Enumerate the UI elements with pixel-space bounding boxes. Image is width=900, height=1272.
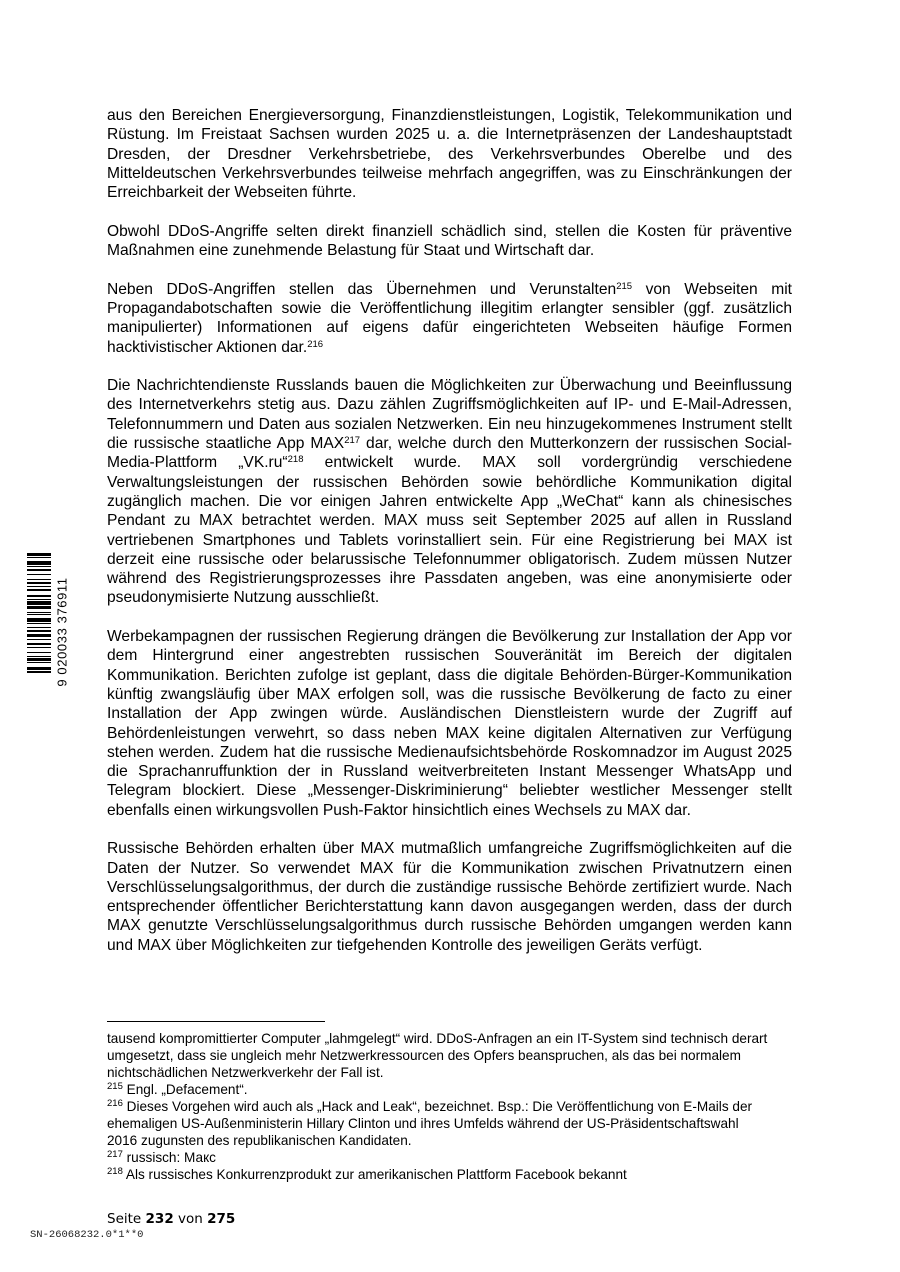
footnote-text: Dieses Vorgehen wird auch als „Hack and Leak“, bezeichnet. Bsp.: Die Veröffentlichung von E-Mails der ehemaligen US-Außenministerin Hillary Clinton und ihres Umfelds während der US-Präsidentschaftswahl 2016 zugunsten des republikanischen Kandidaten.: [107, 1099, 753, 1148]
barcode-bar: [27, 630, 51, 633]
barcode-bar: [27, 566, 51, 567]
barcode-bar: [27, 569, 51, 572]
barcode: [27, 553, 71, 711]
document-code: SN-26068232.0*1**0: [30, 1229, 144, 1241]
footnote-ref: 216: [307, 338, 324, 350]
barcode-bar: [27, 618, 51, 622]
footnote-number: 218: [107, 1166, 123, 1177]
barcode-bar: [27, 614, 51, 615]
barcode-bar: [27, 589, 51, 590]
paragraph: Neben DDoS-Angriffen stellen das Übernehmen und Verunstalten$^{215}$ von Webseiten mit Propagandabotschaften sowie die Veröffentlichung illegitim erlangter sensibler (ggf. zusätzlich manipulierter) Informationen auf eigens dafür eingerichteten Webseiten häufige Formen hacktivistischer Aktionen dar.$^{216}$: [107, 280, 792, 356]
barcode-bar: [27, 643, 51, 646]
paragraph: aus den Bereichen Energieversorgung, Finanzdienstleistungen, Logistik, Telekommunikation und Rüstung. Im Freistaat Sachsen wurden 2025 u. a. die Internetpräsenzen der Landeshauptstadt Dresden, der Dresdner Verkehrsbetriebe, des Verkehrsverbundes Oberelbe und des Mitteldeutschen Verkehrsverbundes teilweise mehrfach angegriffen, was zu Einschränkungen der Erreichbarkeit der Webseiten führte.: [107, 107, 792, 202]
footnote: [107, 1081, 772, 1098]
main-text: [107, 106, 792, 974]
footnote: [107, 1030, 772, 1081]
barcode-bar: [27, 612, 51, 613]
page-label: Seite: [107, 1211, 142, 1227]
barcode-bar: [27, 639, 51, 640]
footnote-text: Als russisches Konkurrenzprodukt zur amerikanischen Plattform Facebook bekannt: [122, 1167, 627, 1182]
paragraph: Russische Behörden erhalten über MAX mutmaßlich umfangreiche Zugriffsmöglichkeiten auf die Daten der Nutzer. So verwendet MAX für die Kommunikation zwischen Privatnutzern einen Verschlüsselungsalgorithmus, der durch die zuständige russische Behörde zertifiziert wurde. Nach entsprechender öffentlicher Berichterstattung kann davon ausgegangen werden, dass der durch MAX genutzte Verschlüsselungsalgorithmus durch russische Behörden umgangen werden kann und MAX über Möglichkeiten zur tiefgehenden Kontrolle des jeweiligen Geräts verfügt.: [107, 840, 792, 954]
barcode-bar: [27, 662, 51, 663]
barcode-bar: [27, 667, 51, 670]
footnote-text: russisch: Макс: [122, 1150, 216, 1165]
footnote: [107, 1166, 772, 1183]
barcode-number-wrap: [54, 553, 70, 711]
footnote-number: 216: [107, 1098, 123, 1109]
page-of: von: [178, 1211, 203, 1227]
barcode-bar: [27, 553, 51, 556]
paragraph: Werbekampagnen der russischen Regierung drängen die Bevölkerung zur Installation der App vor dem Hintergrund einer angestrebten russischen Souveränität im Bereich der digitalen Kommunikation. Berichten zufolge ist geplant, dass die digitale Behörden-Bürger-Kommunikation künftig zwangsläufig über MAX erfolgen soll, was die russische Bevölkerung de facto zu einer Installation der App zwingen würde. Ausländischen Dienstleistern wurde der Zugriff auf Behördenleistungen verwehrt, so dass neben MAX keine digitalen Alternativen zur Verfügung stehen werden. Zudem hat die russische Medienaufsichtsbehörde Roskomnadzor im August 2025 die Sprachanruffunktion der in Russland weitverbreiteten Instant Messenger WhatsApp und Telegram blockiert. Diese „Messenger-Diskriminierung“ beliebter westlicher Messenger stellt ebenfalls einen wirkungsvollen Push-Faktor hinsichtlich eines Wechsels zu MAX dar.: [107, 628, 792, 819]
barcode-bar: [27, 574, 51, 575]
footnote-text: Engl. „Defacement“.: [122, 1082, 248, 1097]
footnote-ref: 217: [344, 435, 361, 447]
barcode-bar: [27, 656, 51, 657]
paragraph: Obwohl DDoS-Angriffe selten direkt finanziell schädlich sind, stellen die Kosten für präventive Maßnahmen eine zunehmende Belastung für Staat und Wirtschaft dar.: [107, 222, 792, 260]
barcode-bar: [27, 606, 51, 609]
barcode-bar: [27, 561, 51, 565]
footnote-separator: [107, 1021, 325, 1022]
page-total: 275: [207, 1211, 236, 1227]
footnote-ref: 215: [616, 280, 633, 292]
barcode-bar: [27, 671, 51, 672]
footnote: [107, 1098, 772, 1149]
footnote-ref: 218: [287, 454, 304, 466]
barcode-bar: [27, 595, 51, 598]
barcode-bar: [27, 582, 51, 585]
barcode-bar: [27, 658, 51, 661]
barcode-number: 9 020033 376911: [54, 577, 70, 687]
barcode-bar: [27, 647, 51, 648]
page-number: [107, 1211, 235, 1227]
barcode-bar: [27, 586, 51, 587]
footnote-text: tausend kompromittierter Computer „lahmgelegt“ wird. DDoS-Anfragen an ein IT-System sind technisch derart umgesetzt, dass sie ungleich mehr Netzwerkressourcen des Opfers beanspruchen, als das bei normalem nichtschädlichen Netzwerkverkehr der Fall ist.: [107, 1031, 768, 1080]
barcode-bar: [27, 579, 51, 580]
footnote: [107, 1149, 772, 1166]
barcode-bar: [27, 599, 51, 600]
paragraph: Die Nachrichtendienste Russlands bauen die Möglichkeiten zur Überwachung und Beeinflussung des Internetverkehrs stetig aus. Dazu zählen Zugriffsmöglichkeiten auf IP- und E-Mail-Adressen, Telefonnummern und Daten aus sozialen Netzwerken. Ein neu hinzugekommenes Instrument stellt die russische staatliche App MAX$^{217}$ dar, welche durch den Mutterkonzern der russischen Social-Media-Plattform „VK.ru“$^{218}$ entwickelt wurde. MAX soll vordergründig verschiedene Verwaltungsleistungen der russischen Behörden sowie behördliche Kommunikation digital zugänglich machen. Die vor einigen Jahren entwickelte App „WeChat“ kann als chinesisches Pendant zu MAX betrachtet werden. MAX muss seit September 2025 auf allen in Russland vertriebenen Smartphones und Tablets vorinstalliert sein. Für eine Registrierung bei MAX ist derzeit eine russische oder belarussische Telefonnummer obligatorisch. Zudem müssen Nutzer während des Registrierungsprozesses ihre Passdaten angeben, was eine anonymisierte oder pseudonymisierte Nutzung ausschließt.: [107, 377, 792, 607]
barcode-bar: [27, 634, 51, 638]
footnote-number: 217: [107, 1149, 123, 1160]
footnote-number: 215: [107, 1081, 123, 1092]
barcode-bar: [27, 557, 51, 558]
barcode-bar: [27, 623, 51, 624]
barcode-bar: [27, 652, 51, 653]
footnotes: [107, 1030, 772, 1183]
barcode-bars: [27, 553, 51, 711]
page-current: 232: [145, 1211, 174, 1227]
barcode-bar: [27, 627, 51, 628]
barcode-bar: [27, 601, 51, 605]
